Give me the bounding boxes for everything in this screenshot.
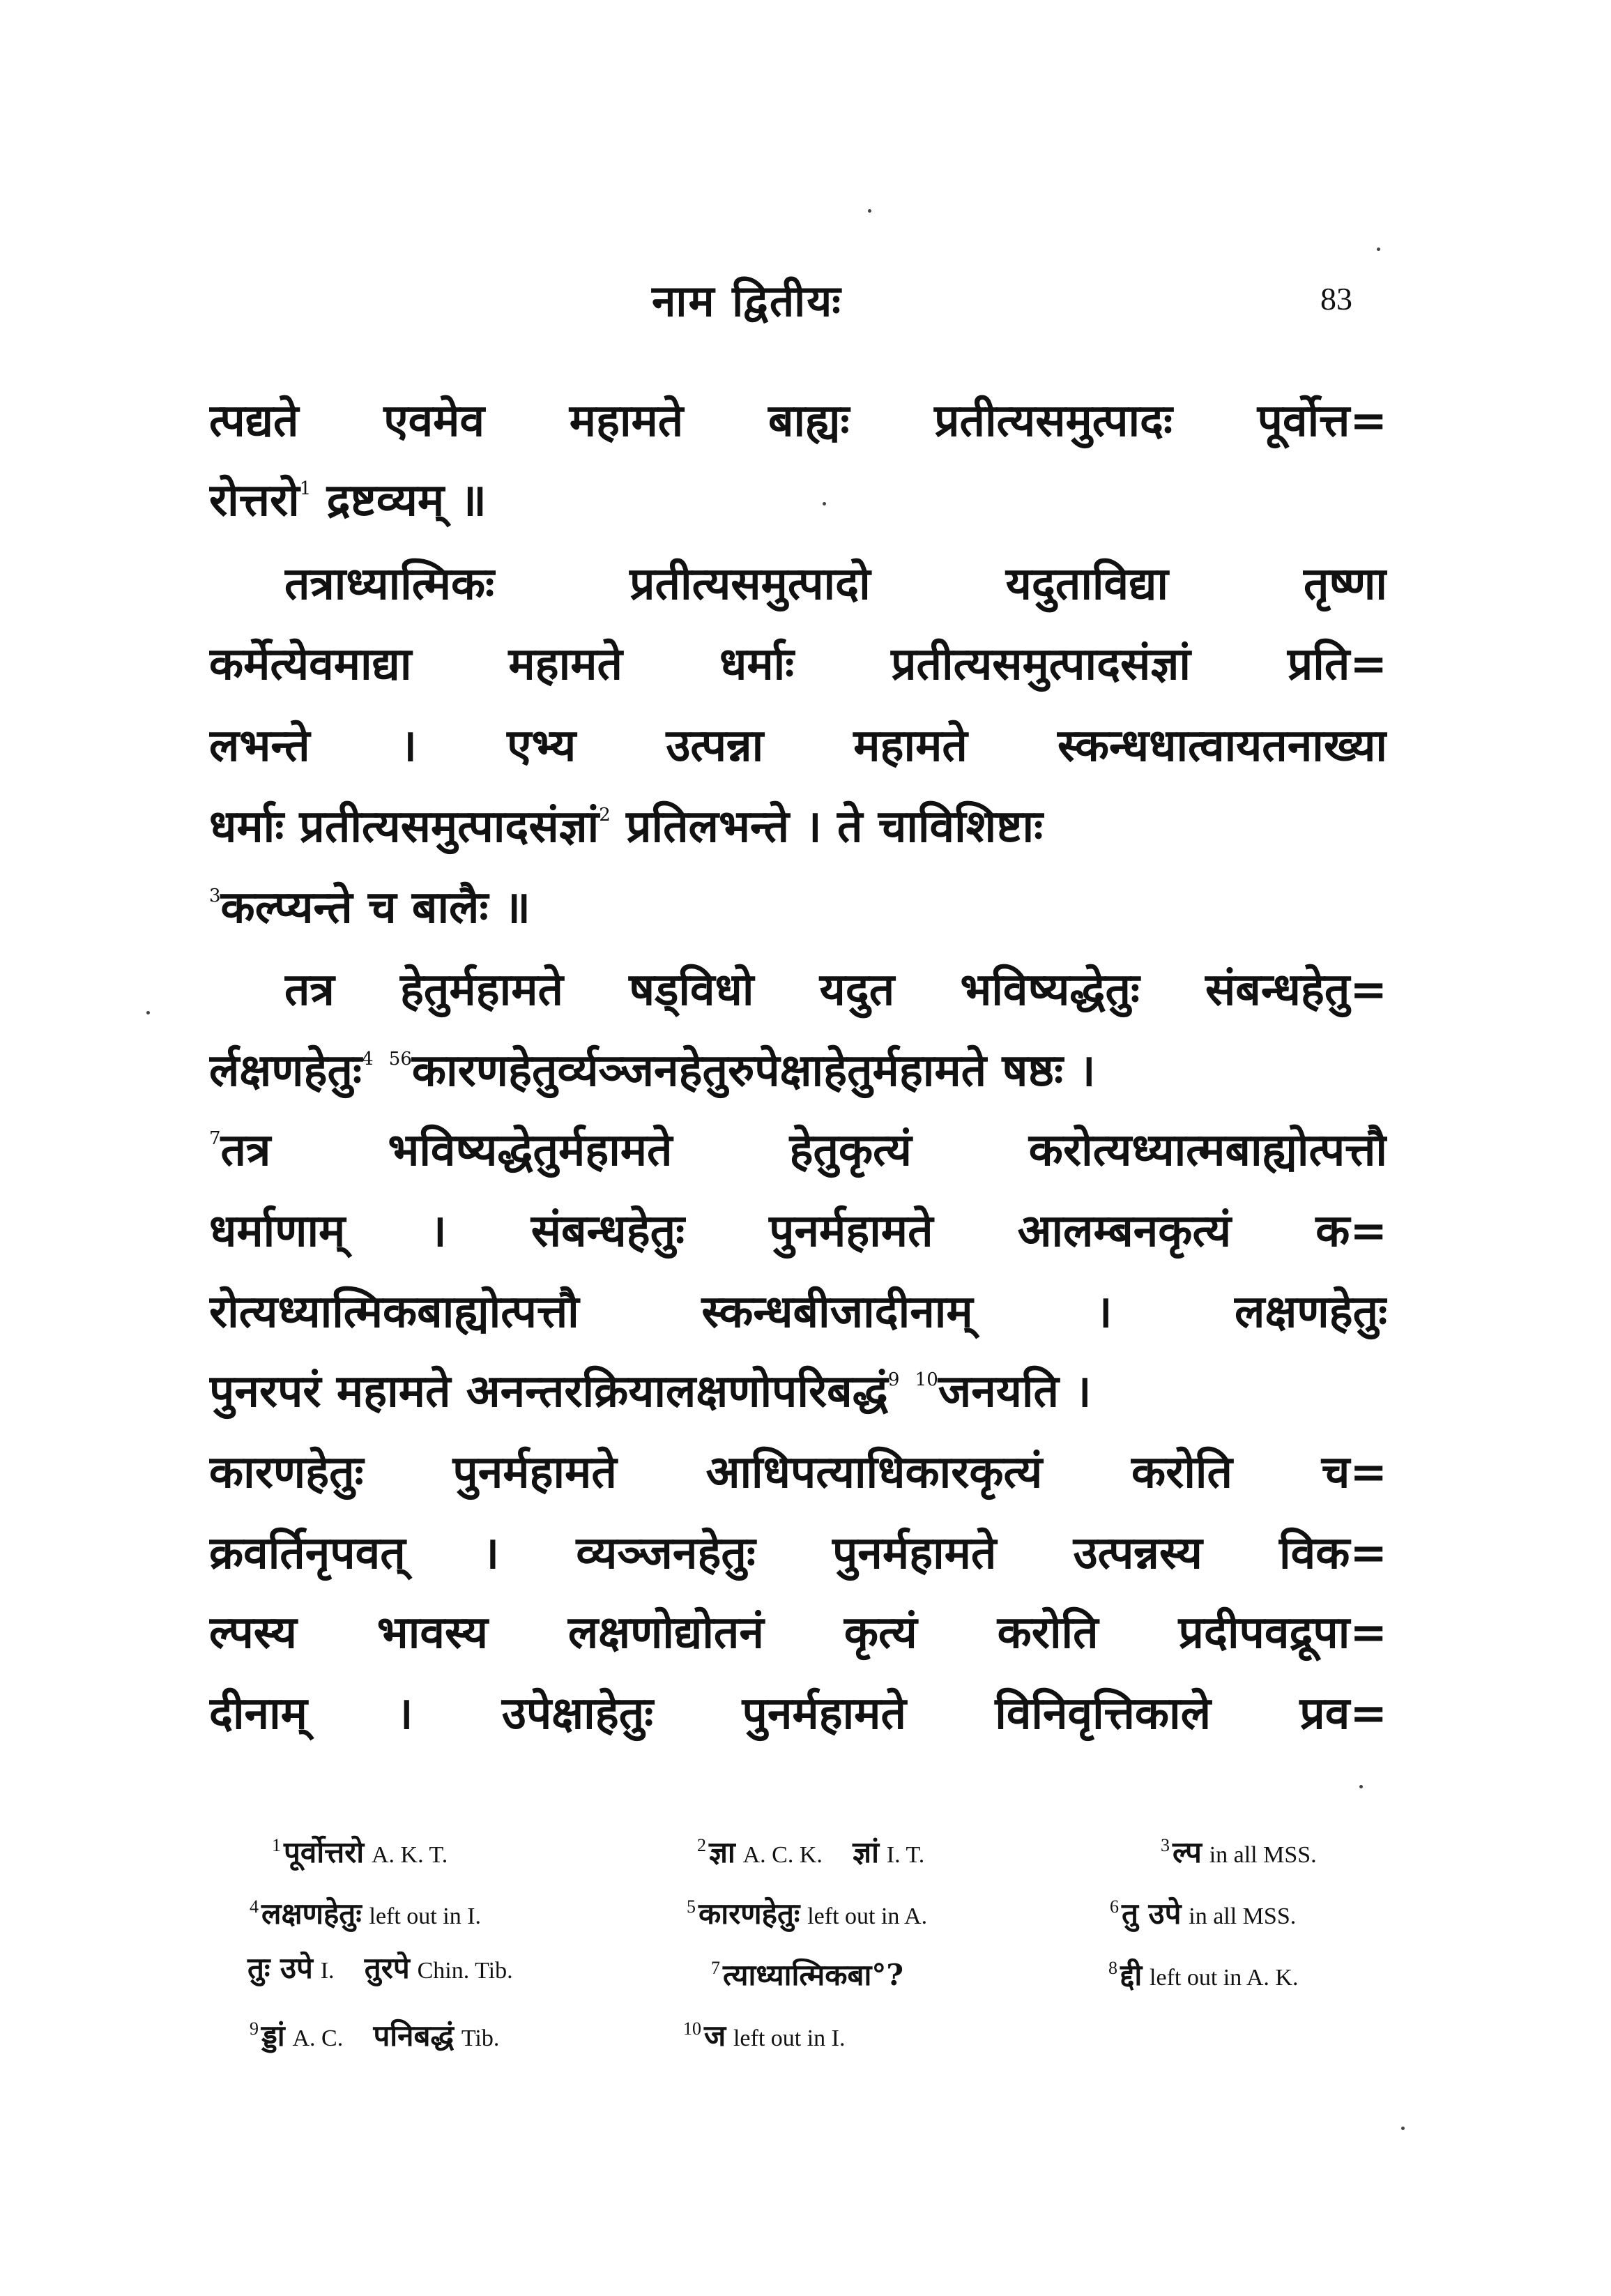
footnote-variant: द्दी <box>1120 1958 1143 1992</box>
footnote-sigla-2: I. T. <box>886 1842 925 1868</box>
footnote-sigla: left out in A. <box>807 1903 928 1929</box>
footnote-number: 1 <box>272 1835 281 1855</box>
footnote-sigla: A. C. K. <box>742 1842 823 1868</box>
footnote-sigla: in all MSS. <box>1209 1842 1317 1868</box>
scan-speck <box>1377 248 1380 251</box>
footnote-variant: ज <box>704 2018 726 2053</box>
footnote-3 <box>1161 1821 1317 1870</box>
footnote-8 <box>1108 1944 1298 1993</box>
running-title: नाम द्वितीयः <box>652 275 842 326</box>
footnote-variant: कारणहेतुः <box>698 1896 800 1931</box>
scan-speck <box>146 1011 150 1014</box>
footnote-number: 2 <box>697 1835 706 1855</box>
footnote-sigla: in all MSS. <box>1189 1903 1297 1929</box>
footnote-sigla: I. <box>320 1958 335 1984</box>
text-line-12: रोत्यध्यात्मिकबाह्योत्पत्तौ स्कन्धबीजादीनाम् । लक्षणहेतुः <box>209 1286 1387 1338</box>
scan-speck <box>823 502 826 505</box>
text-line-10 <box>209 1117 1387 1184</box>
footnote-marker-9: 9 <box>887 1369 900 1390</box>
text-line-6 <box>209 793 1387 860</box>
page-number: 83 <box>1320 281 1352 317</box>
footnote-4 <box>250 1883 481 1931</box>
footnote-10 <box>683 2005 846 2053</box>
footnote-1 <box>272 1821 448 1870</box>
text-line-16: ल्पस्य भावस्य लक्षणोद्योतनं कृत्यं करोति प्रदीपवद्रूपा= <box>209 1606 1387 1659</box>
line-7-text: कल्प्यन्ते च बालैः ॥ <box>220 881 530 934</box>
footnote-variant: तु उपे <box>1122 1896 1182 1931</box>
footnote-sigla-2: Chin. Tib. <box>417 1958 513 1984</box>
text-line-14: कारणहेतुः पुनर्महामते आधिपत्याधिकारकृत्यं करोति च= <box>209 1446 1387 1498</box>
footnote-marker-7: 7 <box>209 1128 221 1149</box>
footnote-marker-4: 4 <box>361 1049 374 1070</box>
footnote-6 <box>1110 1883 1296 1931</box>
footnote-number: 7 <box>711 1958 720 1978</box>
footnote-variant-2: पनिबद्धं <box>373 2018 455 2053</box>
footnote-marker-6: 6 <box>400 1049 412 1070</box>
footnote-sigla: left out in I. <box>733 2025 846 2051</box>
footnote-variant: ड्डां <box>261 2018 285 2053</box>
text-line-17: दीनाम् । उपेक्षाहेतुः पुनर्महामते विनिवृत्तिकाले प्रव= <box>209 1687 1387 1740</box>
text-line-15: क्रवर्तिनृपवत् । व्यञ्जनहेतुः पुनर्महामते उत्पन्नस्य विक= <box>209 1527 1387 1579</box>
footnote-number: 9 <box>250 2018 259 2039</box>
running-head <box>0 271 1611 340</box>
text-line-5: लभन्ते । एभ्य उत्पन्ना महामते स्कन्धधात्वायतनाख्या <box>209 720 1387 772</box>
text-line-2 <box>209 467 1387 534</box>
footnote-number: 6 <box>1110 1896 1119 1917</box>
footnote-6-continued <box>247 1944 513 1993</box>
text-line-4: कर्मेत्येवमाद्या महामते धर्माः प्रतीत्यसमुत्पादसंज्ञां प्रति= <box>209 638 1387 690</box>
footnote-sigla: left out in A. K. <box>1150 1965 1299 1991</box>
footnote-marker-10: 10 <box>915 1369 938 1390</box>
footnote-marker-1: 1 <box>299 478 312 499</box>
text-line-3: तत्राध्यात्मिकः प्रतीत्यसमुत्पादो यदुताविद्या तृष्णा <box>284 558 1387 610</box>
footnote-number: 3 <box>1161 1835 1170 1855</box>
line-6-tail: प्रतिलभन्ते । ते चाविशिष्टाः <box>626 800 1044 853</box>
line-10-text: तत्र भविष्यद्धेतुर्महामते हेतुकृत्यं करोत्यध्यात्मबाह्योत्पत्तौ <box>220 1124 1387 1176</box>
footnote-variant-2: तुरपे <box>364 1951 410 1985</box>
footnote-7 <box>711 1944 903 1993</box>
footnote-number: 5 <box>687 1896 696 1917</box>
text-line-1: त्पद्यते एवमेव महामते बाह्यः प्रतीत्यसमुत्पादः पूर्वोत्त= <box>209 395 1387 447</box>
scan-speck <box>868 209 871 213</box>
line-13-head: पुनरपरं महामते अनन्तरक्रियालक्षणोपरिबद्धं <box>209 1365 888 1417</box>
text-line-7 <box>209 874 1387 941</box>
footnote-variant: लक्षणहेतुः <box>261 1896 362 1931</box>
footnote-number: 10 <box>683 2018 701 2039</box>
text-line-13 <box>209 1358 1387 1425</box>
footnote-sigla: left out in I. <box>369 1903 482 1929</box>
footnote-sigla: A. C. <box>292 2025 344 2051</box>
footnote-number: 8 <box>1108 1958 1117 1978</box>
footnote-variant: तुः उपे <box>247 1951 313 1985</box>
footnote-sigla: A. K. T. <box>371 1842 448 1868</box>
line-9-mid: कारणहेतुर्व्यञ्जनहेतुरुपेक्षाहेतुर्महामते षष्ठः । <box>411 1044 1096 1097</box>
footnote-variant: पूर्वोत्तरो <box>284 1835 365 1869</box>
footnote-5 <box>687 1883 927 1931</box>
line-13-tail: जनयति । <box>938 1365 1092 1417</box>
footnote-marker-5: 5 <box>388 1049 401 1070</box>
footnote-marker-2: 2 <box>599 805 611 826</box>
text-line-9 <box>209 1037 1387 1104</box>
footnote-variant: त्याध्यात्मिकबा°? <box>723 1958 903 1992</box>
line-6-head: धर्माः प्रतीत्यसमुत्पादसंज्ञां <box>209 800 600 853</box>
footnote-sigla-2: Tib. <box>461 2025 500 2051</box>
footnote-marker-3: 3 <box>209 885 221 906</box>
scan-speck <box>1401 2127 1405 2130</box>
line-9-head: र्लक्षणहेतुः <box>209 1044 362 1097</box>
line-2-tail: द्रष्टव्यम् ॥ <box>326 474 487 526</box>
text-line-8: तत्र हेतुर्महामते षड्विधो यदुत भविष्यद्धेतुः संबन्धहेतु= <box>284 964 1387 1016</box>
footnote-variant-2: ज्ञां <box>853 1835 879 1869</box>
footnote-variant: ल्प <box>1173 1835 1202 1869</box>
scan-speck <box>1359 1785 1363 1788</box>
line-2-head: रोत्तरो <box>209 474 300 526</box>
footnote-2 <box>697 1821 924 1870</box>
footnote-9 <box>250 2005 499 2053</box>
footnote-number: 4 <box>250 1896 259 1917</box>
text-line-11: धर्माणाम् । संबन्धहेतुः पुनर्महामते आलम्बनकृत्यं क= <box>209 1205 1387 1257</box>
footnote-variant: ज्ञा <box>709 1835 735 1869</box>
